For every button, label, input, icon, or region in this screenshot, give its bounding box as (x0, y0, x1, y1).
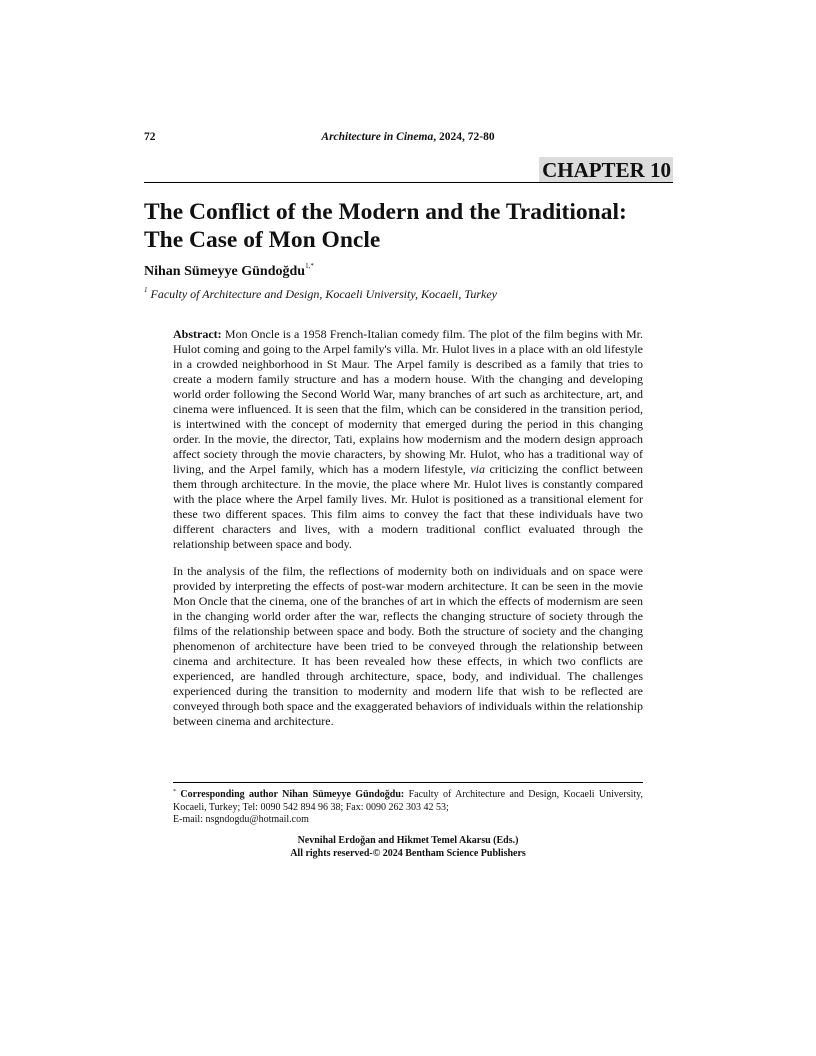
footnote (173, 786, 643, 827)
copyright-line: All rights reserved-© 2024 Bentham Science Publishers (290, 848, 526, 859)
affiliation-mark: 1 (144, 286, 148, 294)
editors-line: Nevnihal Erdoğan and Hikmet Temel Akarsu (Eds.) (297, 835, 519, 846)
affiliation (144, 286, 497, 302)
editors-block (0, 834, 816, 860)
journal-issue: , 2024, 72-80 (433, 131, 495, 143)
header-rule (144, 182, 673, 183)
abstract-text-b: criticizing the conflict between them through architecture. In the movie, the place where Mr. Hulot lives is constantly compared with the place where the Arpel family lives. Mr. Hulot is positioned as a transitional element for these two different spaces. This film aims to convey the fact that these individuals have two different characters and lives, with a modern traditional conflict evaluated through the relationship between space and body. (173, 462, 644, 551)
abstract-paragraph-2: In the analysis of the film, the reflections of modernity both on individuals and on space were provided by interpreting the effects of post-war modern architecture. It can be seen in the movie Mon Oncle that the cinema, one of the branches of art in which the effects of modernism are seen in the changing world order after the war, reflects the changing structure of society through the films of the relationship between space and body. Both the structure of society and the changing phenomenon of architecture have been tried to be conveyed through the relationship between cinema and architecture. It has been revealed how these effects, in which two conflicts are experienced, are handled through architecture, space, body, and individual. The challenges experienced during the transition to modernity and modern life that wish to be reflected are conveyed through both space and the exaggerated behaviors of individuals within the relationship between cinema and architecture. (173, 564, 643, 728)
abstract (173, 327, 643, 729)
author-marks: 1,* (305, 262, 314, 270)
footnote-paragraph (173, 786, 643, 814)
author (144, 262, 314, 280)
affiliation-text: Faculty of Architecture and Design, Kocaeli University, Kocaeli, Turkey (150, 287, 497, 301)
footnote-label: Corresponding author Nihan Sümeyye Gündoğdu: (180, 789, 405, 800)
running-head (0, 131, 816, 143)
abstract-via: via (470, 462, 485, 476)
article-title (144, 198, 673, 254)
abstract-label: Abstract: (173, 327, 222, 341)
title-line-2: The Case of Mon Oncle (144, 227, 381, 253)
title-line-1: The Conflict of the Modern and the Traditional: (144, 199, 627, 225)
abstract-paragraph-1 (173, 327, 643, 552)
abstract-text-a: Mon Oncle is a 1958 French-Italian comedy film. The plot of the film begins with Mr. Hulot coming and going to the Arpel family's villa. Mr. Hulot lives in a place with an old lifestyle in a crowded neighborhood in St Maur. The Arpel family is described as a family that tries to create a modern family structure and has a modern house. With the changing and developing world order following the Second World War, many branches of art such as architecture, art, and cinema were influenced. It is seen that the film, which can be considered in the transition period, is intertwined with the concept of modernity that emerged during the period in this changing order. In the movie, the director, Tati, explains how modernism and the modern design approach affect society through the movie characters, by showing Mr. Hulot, who has a traditional way of living, and the Arpel family, which has a modern lifestyle, (173, 327, 643, 476)
chapter-label: CHAPTER 10 (539, 157, 673, 183)
footnote-mark: * (173, 789, 176, 795)
page-number: 72 (144, 131, 156, 143)
footnote-text: Faculty of Architecture and Design, Kocaeli University, Kocaeli, Turkey; Tel: 0090 542 894 96 38; Fax: 0090 262 303 42 53; (173, 789, 643, 813)
author-name: Nihan Sümeyye Gündoğdu (144, 264, 306, 279)
footnote-email: E-mail: nsgndogdu@hotmail.com (173, 814, 309, 825)
footnote-rule (173, 782, 643, 783)
journal-title: Architecture in Cinema (321, 131, 434, 143)
